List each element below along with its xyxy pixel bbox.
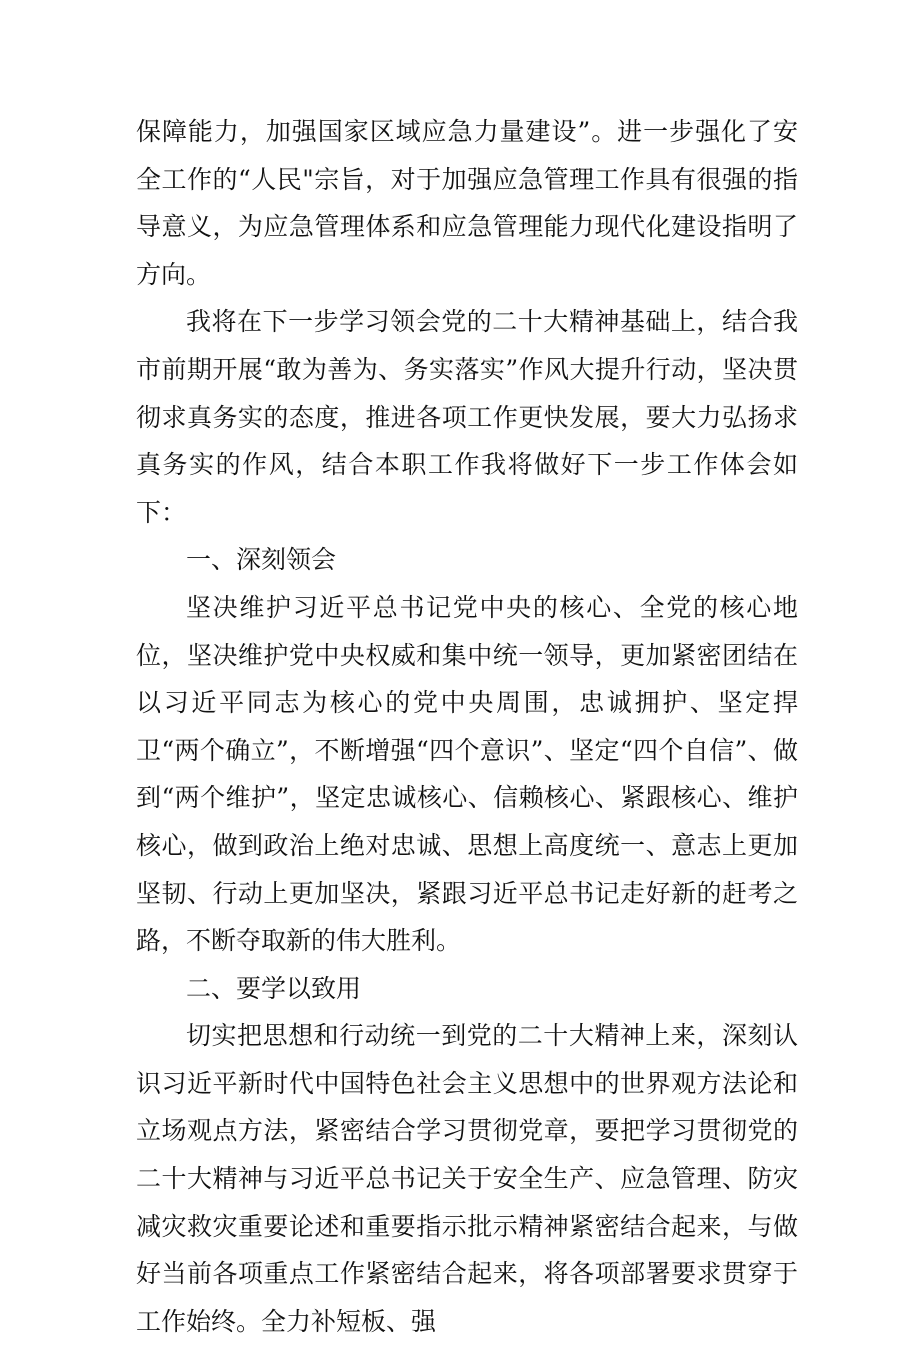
paragraph-section-two: 切实把思想和行动统一到党的二十大精神上来，深刻认识习近平新时代中国特色社会主义思想中的世界观方法论和立场观点方法，紧密结合学习贯彻党章，要把学习贯彻党的二十大精神与习近平总书记关于安全生产、应急管理、防灾减灾救灾重要论述和重要指示批示精神紧密结合起来，与做好当前各项重点工作紧密结合起来，将各项部署要求贯穿于工作始终。全力补短板、强: [136, 1021, 798, 1336]
section-heading-two: 二、要学以致用: [186, 973, 362, 1003]
document-body: [136, 108, 798, 1345]
paragraph-continuation: 保障能力，加强国家区域应急力量建设”。进一步强化了安全工作的“人民"宗旨，对于加强应急管理工作具有很强的指导意义，为应急管理体系和应急管理能力现代化建设指明了方向。: [136, 117, 798, 289]
section-heading-one: 一、深刻领会: [186, 545, 337, 575]
paragraph-section-one: 坚决维护习近平总书记党中央的核心、全党的核心地位，坚决维护党中央权威和集中统一领导，更加紧密团结在以习近平同志为核心的党中央周围，忠诚拥护、坚定捍卫“两个确立”，不断增强“四个意识”、坚定“四个自信”、做到“两个维护”，坚定忠诚核心、信赖核心、紧跟核心、维护核心，做到政治上绝对忠诚、思想上高度统一、意志上更加坚韧、行动上更加坚决，紧跟习近平总书记走好新的赶考之路，不断夺取新的伟大胜利。: [136, 592, 798, 956]
paragraph-next-steps: 我将在下一步学习领会党的二十大精神基础上，结合我市前期开展“敢为善为、务实落实”作风大提升行动，坚决贯彻求真务实的态度，推进各项工作更快发展，要大力弘扬求真务实的作风，结合本职工作我将做好下一步工作体会如下：: [136, 307, 798, 527]
